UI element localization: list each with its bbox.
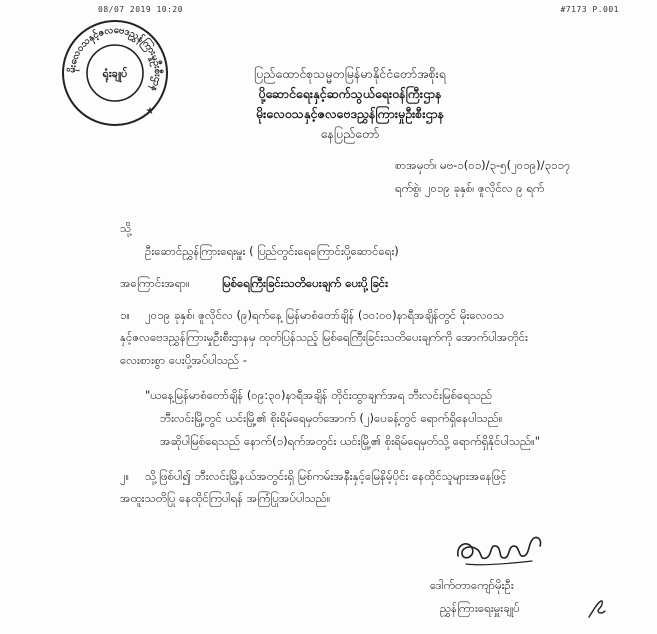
warning-quote-line: အဆိုပါမြစ်ရေသည် နောက်(၁)ရက်အတွင်း ယင်းမြို့၏ စိုးရိမ်ရေမှတ်သို့ ရောက်ရှိနိုင်ပါသည်။" — [160, 434, 541, 448]
seal-center-text: ရုံးချုပ် — [102, 67, 128, 80]
signature-flourish — [585, 597, 609, 621]
recipient-to: သို့ — [120, 221, 132, 235]
signatory-title: ညွှန်ကြားရေးမှူးချုပ် — [440, 601, 520, 615]
warning-quote-line: "ယနေ့မြန်မာစံတော်ချိန် (၀၉:၃၀)နာရီအချိန် တိုင်းထွာချက်အရ ဘီးလင်းမြစ်ရေသည် — [145, 388, 493, 402]
signatory-name: ဒေါက်တာကျော်မိုးဦး — [430, 578, 514, 592]
seal-ring-text: မိုးလေဝသနှင့်ဇလဗေဒညွှန်ကြားမှုဦးစီးဌာန — [66, 24, 164, 94]
seal-star-icon: ★ — [145, 106, 155, 117]
paragraph-2-line: အထူးသတိပြု နေထိုင်ကြပါရန် အကြံပြုအပ်ပါသည်။ — [120, 491, 331, 505]
paragraph-1-line: လေးစားစွာ ပေးပို့အပ်ပါသည် - — [120, 353, 247, 367]
paragraph-1-line: နှင့်ဇလဗေဒညွှန်ကြားမှုဦးစီးဌာနမှ ထုတ်ပြန်သည့် မြစ်ရေကြီးခြင်းသတိပေးချက်ကို အောက်ပါအတိုင်း — [120, 330, 528, 344]
subject-text: မြစ်ရေကြီးခြင်းသတိပေးချက် ပေးပို့ခြင်း — [222, 276, 389, 290]
paragraph-2-line: သို့ဖြစ်ပါ၍ ဘီးလင်းမြို့နယ်အတွင်းရှိ မြစ်ကမ်းအနီးနှင့်မြေနိမ့်ပိုင်း နေထိုင်သူများအနေဖြင့် — [145, 469, 507, 483]
subject-label: အကြောင်းအရာ။ — [120, 276, 190, 290]
reference-date: ရက်စွဲ၊ ၂၀၁၉ ခုနှစ်၊ ဇူလိုင်လ ၉ ရက် — [395, 181, 545, 195]
recipient-name: ဦးဆောင်ညွှန်ကြားရေးမှူး ( ပြည်တွင်းရေကြောင်းပို့ဆောင်ရေး) — [145, 244, 399, 258]
paragraph-2-number: ၂။ — [120, 469, 130, 483]
warning-quote-line: ဘီးလင်းမြို့တွင် ယင်းမြို့၏ စိုးရိမ်ရေမှတ်အောက် (၂)ပေခန့်တွင် ရောက်ရှိနေပါသည်။ — [160, 411, 503, 425]
reference-number: စာအမှတ်၊ မဗ-၁(၀၁)/၃-၅(၂၀၁၉)/၃၁၁၇ — [395, 158, 571, 172]
handwritten-signature — [452, 528, 547, 570]
fax-page-code: #7173 P.001 — [560, 5, 619, 14]
paragraph-1-number: ၁။ — [120, 308, 130, 322]
paragraph-1-line: ၂၀၁၉ ခုနှစ်၊ ဇူလိုင်လ (၉)ရက်နေ့ မြန်မာစံတော်ချိန် (၁၀:၀၀)နာရီအချိန်တွင် မိုးလေဝသ — [145, 308, 505, 322]
department-seal — [60, 18, 170, 128]
header-ministry: ပို့ဆောင်ရေးနှင့်ဆက်သွယ်ရေးဝန်ကြီးဌာန — [258, 86, 442, 101]
header-city: နေပြည်တော် — [320, 126, 380, 141]
header-department: မိုးလေဝသနှင့်ဇလဗေဒညွှန်ကြားမှုဦးစီးဌာန — [255, 106, 445, 121]
header-government: ပြည်ထောင်စုသမ္မတမြန်မာနိုင်ငံတော်အစိုးရ — [254, 66, 446, 81]
fax-datetime: 08/07 2019 10:20 — [98, 5, 184, 14]
